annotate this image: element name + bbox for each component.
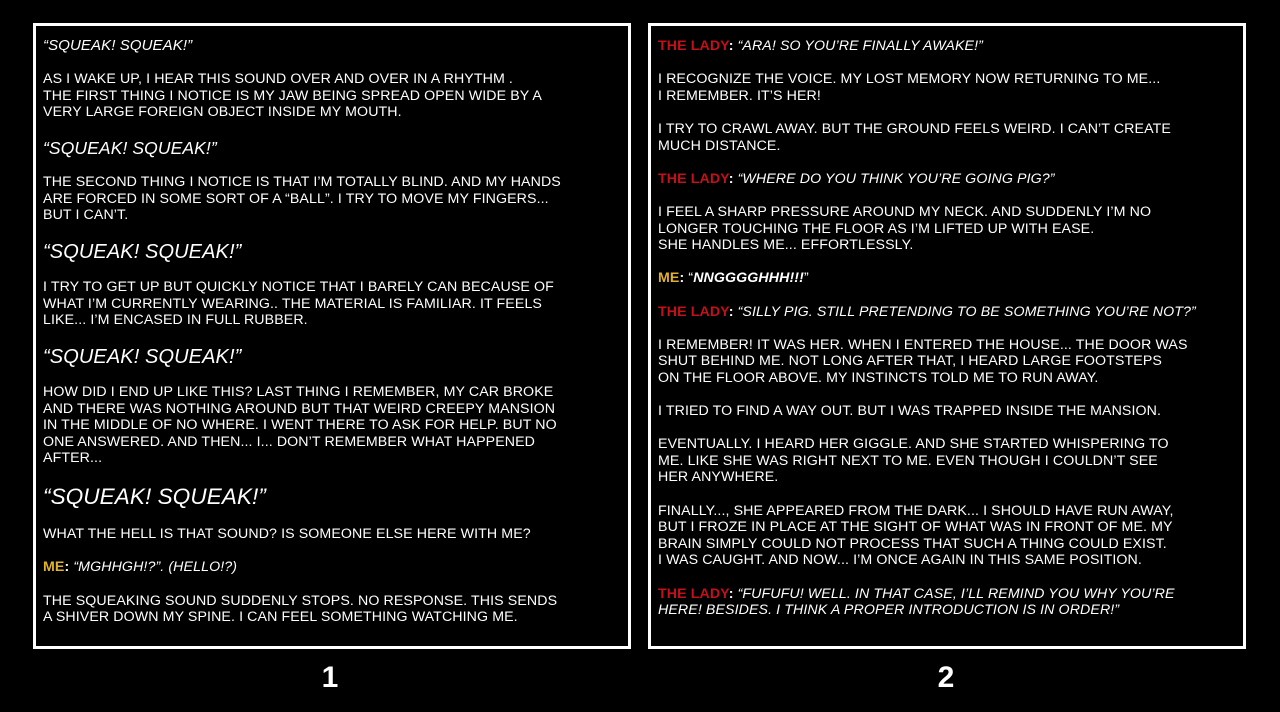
dialogue-lady: THE LADY: “ARA! SO YOU’RE FINALLY AWAKE!”	[658, 38, 983, 54]
quote-open: “	[688, 270, 694, 287]
text-line: ON THE FLOOR ABOVE. MY INSTINCTS TOLD ME TO RUN AWAY.	[658, 369, 1099, 386]
dialogue-text: “WHERE DO YOU THINK YOU’RE GOING PIG?”	[737, 170, 1055, 187]
paragraph	[43, 484, 621, 510]
text-line: THE FIRST THING I NOTICE IS MY JAW BEING SPREAD OPEN WIDE BY A	[43, 87, 542, 104]
paragraph	[658, 436, 1236, 486]
paragraph	[43, 38, 621, 55]
paragraph	[658, 337, 1236, 387]
text-line: EVENTUALLY. I HEARD HER GIGGLE. AND SHE STARTED WHISPERING TO	[658, 436, 1169, 453]
paragraph	[658, 71, 1236, 104]
paragraph	[658, 204, 1236, 254]
dialogue-lady: THE LADY: “FUFUFU! WELL. IN THAT CASE, I’LL REMIND YOU WHY YOU’RE HERE! BESIDES. I THINK A PROPER INTRODUCTION IS IN ORDER!”	[658, 586, 1236, 619]
speaker-lady: THE LADY	[658, 303, 729, 320]
text-line: I RECOGNIZE THE VOICE. MY LOST MEMORY NOW RETURNING TO ME...	[658, 71, 1161, 88]
paragraph	[43, 384, 621, 467]
text-line: I TRY TO CRAWL AWAY. BUT THE GROUND FEELS WEIRD. I CAN’T CREATE	[658, 120, 1171, 137]
text-line: VERY LARGE FOREIGN OBJECT INSIDE MY MOUTH.	[43, 104, 402, 121]
text-line: A SHIVER DOWN MY SPINE. I CAN FEEL SOMETHING WATCHING ME.	[43, 609, 518, 626]
panel-number-1: 1	[321, 661, 339, 694]
paragraph	[658, 403, 1236, 420]
text-line: BUT I CAN’T.	[43, 207, 129, 224]
text-line: LIKE... I’M ENCASED IN FULL RUBBER.	[43, 312, 308, 329]
text-line: I WAS CAUGHT. AND NOW... I’M ONCE AGAIN IN THIS SAME POSITION.	[658, 552, 1142, 569]
text-line: FINALLY..., SHE APPEARED FROM THE DARK... I SHOULD HAVE RUN AWAY,	[658, 502, 1174, 519]
text-line: BUT I FROZE IN PLACE AT THE SIGHT OF WHAT WAS IN FRONT OF ME. MY	[658, 519, 1173, 536]
panel-2	[648, 23, 1246, 649]
sfx-line: “SQUEAK! SQUEAK!”	[43, 240, 242, 263]
dialogue-text: “ARA! SO YOU’RE FINALLY AWAKE!”	[737, 38, 983, 54]
text-line: THE SQUEAKING SOUND SUDDENLY STOPS. NO RESPONSE. THIS SENDS	[43, 592, 558, 609]
paragraph	[43, 174, 621, 224]
dialogue-me: ME: “NNGGGGHHH!!!”	[658, 270, 809, 287]
sfx-line: “SQUEAK! SQUEAK!”	[43, 483, 266, 509]
paragraph	[658, 503, 1236, 569]
text-line: SHE HANDLES ME... EFFORTLESSLY.	[658, 237, 914, 254]
paragraph	[43, 138, 621, 158]
dialogue-lady: THE LADY: “WHERE DO YOU THINK YOU’RE GOING PIG?”	[658, 170, 1055, 187]
dialogue-text: HERE! BESIDES. I THINK A PROPER INTRODUCTION IS IN ORDER!”	[658, 602, 1120, 619]
text-line: BRAIN SIMPLY COULD NOT PROCESS THAT SUCH A THING COULD EXIST.	[658, 535, 1167, 552]
text-line: I TRIED TO FIND A WAY OUT. BUT I WAS TRAPPED INSIDE THE MANSION.	[658, 403, 1162, 420]
panel-number-2: 2	[937, 661, 955, 694]
dialogue-text: “FUFUFU! WELL. IN THAT CASE, I’LL REMIND YOU WHY YOU’RE	[737, 585, 1175, 602]
speaker-lady: THE LADY	[658, 170, 729, 187]
paragraph	[43, 71, 621, 121]
dialogue-text: “SILLY PIG. STILL PRETENDING TO BE SOMETHING YOU’RE NOT?”	[737, 303, 1196, 320]
paragraph	[43, 279, 621, 329]
paragraph	[43, 593, 621, 626]
text-line: AS I WAKE UP, I HEAR THIS SOUND OVER AND OVER IN A RHYTHM .	[43, 71, 513, 88]
text-line: ME. LIKE SHE WAS RIGHT NEXT TO ME. EVEN THOUGH I COULDN’T SEE	[658, 452, 1158, 469]
sfx-line: “SQUEAK! SQUEAK!”	[43, 137, 217, 158]
dialogue-text: “MGHHGH!?”. (HELLO!?)	[73, 559, 238, 576]
text-line: AFTER...	[43, 450, 103, 467]
text-line: HOW DID I END UP LIKE THIS? LAST THING I REMEMBER, MY CAR BROKE	[43, 384, 554, 401]
dialogue-text: NNGGGGHHH!!!	[693, 270, 804, 287]
text-line: SHUT BEHIND ME. NOT LONG AFTER THAT, I HEARD LARGE FOOTSTEPS	[658, 353, 1162, 370]
text-line: WHAT THE HELL IS THAT SOUND? IS SOMEONE ELSE HERE WITH ME?	[43, 526, 531, 543]
text-line: IN THE MIDDLE OF NO WHERE. I WENT THERE TO ASK FOR HELP. BUT NO	[43, 417, 557, 434]
speaker-lady: THE LADY	[658, 585, 729, 602]
paragraph	[658, 121, 1236, 154]
dialogue-me: ME: “MGHHGH!?”. (HELLO!?)	[43, 559, 238, 576]
dialogue-lady: THE LADY: “SILLY PIG. STILL PRETENDING TO BE SOMETHING YOU’RE NOT?”	[658, 303, 1196, 320]
text-line: MUCH DISTANCE.	[658, 137, 781, 154]
text-line: I REMEMBER. IT’S HER!	[658, 87, 821, 104]
speaker-me: ME	[43, 559, 65, 576]
paragraph	[43, 241, 621, 263]
text-line: LONGER TOUCHING THE FLOOR AS I’M LIFTED UP WITH EASE.	[658, 220, 1095, 237]
speaker-lady: THE LADY	[658, 38, 729, 54]
text-line: THE SECOND THING I NOTICE IS THAT I’M TOTALLY BLIND. AND MY HANDS	[43, 174, 561, 191]
panel-1	[33, 23, 631, 649]
text-line: ARE FORCED IN SOME SORT OF A “BALL”. I TRY TO MOVE MY FINGERS...	[43, 190, 549, 207]
text-line: WHAT I’M CURRENTLY WEARING.. THE MATERIAL IS FAMILIAR. IT FEELS	[43, 295, 542, 312]
sfx-line: “SQUEAK! SQUEAK!”	[43, 37, 193, 54]
text-line: HER ANYWHERE.	[658, 469, 779, 486]
quote-close: ”	[803, 270, 809, 287]
text-line: I TRY TO GET UP BUT QUICKLY NOTICE THAT I BARELY CAN BECAUSE OF	[43, 279, 554, 296]
text-line: I FEEL A SHARP PRESSURE AROUND MY NECK. AND SUDDENLY I’M NO	[658, 203, 1152, 220]
paragraph	[43, 526, 621, 543]
paragraph	[43, 346, 621, 368]
text-line: ONE ANSWERED. AND THEN... I... DON’T REMEMBER WHAT HAPPENED	[43, 433, 536, 450]
sfx-line: “SQUEAK! SQUEAK!”	[43, 345, 242, 368]
text-line: AND THERE WAS NOTHING AROUND BUT THAT WEIRD CREEPY MANSION	[43, 400, 556, 417]
text-line: I REMEMBER! IT WAS HER. WHEN I ENTERED THE HOUSE... THE DOOR WAS	[658, 336, 1188, 353]
speaker-me: ME	[658, 270, 680, 287]
